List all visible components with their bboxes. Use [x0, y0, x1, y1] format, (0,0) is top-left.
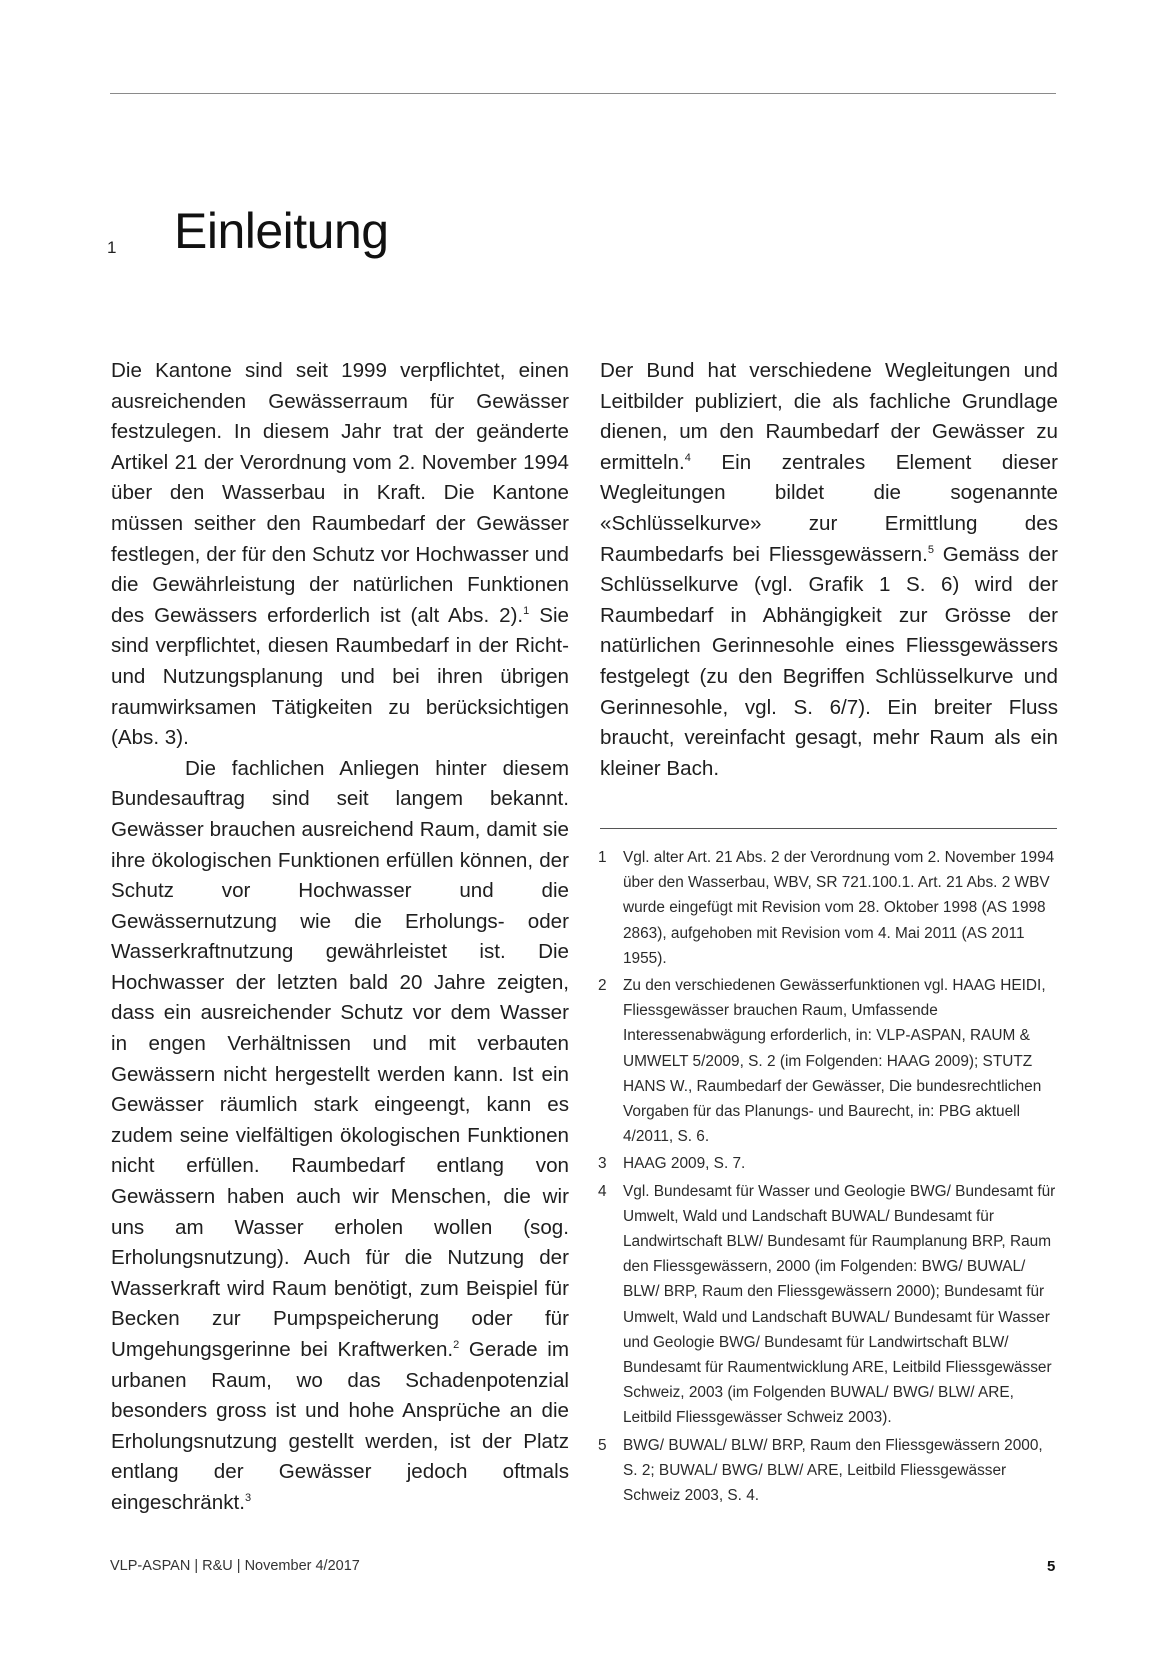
footnote-ref[interactable]: 2 — [453, 1339, 460, 1352]
body-column-left — [111, 356, 569, 1519]
footnote-text: Vgl. Bundesamt für Wasser und Geologie BWG/ Bundesamt für Umwelt, Wald und Landschaft BUWAL/ Bundesamt für Landwirtschaft BLW/ Bundesamt für Raumplanung BRP, Raum den Fliessgewässern, 2000 (im Folgenden: BWG/ BUWAL/ BLW/ BRP, Raum den Fliessgewässern 2000); Bundesamt für Umwelt, Wald und Landschaft BUWAL/ Bundesamt für Wasser und Geologie BWG/ Bundesamt für Landwirtschaft BLW/ Bundesamt für Raumentwicklung ARE, Leitbild Fliessgewässer Schweiz, 2003 (im Folgenden BUWAL/ BWG/ BLW/ ARE, Leitbild Fliessgewässer Schweiz 2003). — [623, 1182, 1056, 1427]
body-column-right — [600, 356, 1058, 784]
footnote-number: 5 — [598, 1436, 607, 1454]
footnote-item — [598, 973, 1060, 1149]
footnote-number: 1 — [598, 849, 607, 866]
footnote-item — [598, 1179, 1060, 1431]
footnote-item — [598, 1433, 1060, 1509]
chapter-title: Einleitung — [174, 203, 389, 259]
footnote-item — [598, 845, 1060, 971]
footnote-number: 2 — [598, 977, 607, 995]
chapter-number: 1 — [107, 238, 117, 257]
paragraph: Die Kantone sind seit 1999 verpflichtet, einen ausreichenden Gewässerraum für Gewässer festzulegen. In diesem Jahr trat der geänderte Artikel 21 der Verordnung vom 2. November 1994 über den Wasserbau in Kraft. Die Kantone müssen seither den Raumbedarf der Gewässer festlegen, der für den Schutz vor Hochwasser und die Gewährleistung der natürlichen Funktionen des Gewässers erforderlich ist (alt Abs. 2).$^1$ Sie sind verpflichtet, diesen Raumbedarf in der Richt- und Nutzungsplanung und bei ihren übrigen raumwirksamen Tätigkeiten zu berücksichtigen (Abs. 3). — [111, 359, 569, 750]
footnote-ref[interactable]: 3 — [244, 1492, 252, 1505]
footnote-item — [598, 1151, 1060, 1176]
page-number: 5 — [1047, 1558, 1056, 1575]
footnote-text: BWG/ BUWAL/ BLW/ BRP, Raum den Fliessgewässern 2000, S. 2; BUWAL/ BWG/ BLW/ ARE, Leitbild Fliessgewässer Schweiz 2003, S. 4. — [623, 1436, 1043, 1505]
footnote-text: HAAG 2009, S. 7. — [623, 1155, 746, 1173]
footnote-number: 4 — [598, 1182, 607, 1200]
footnote-ref[interactable]: 4 — [684, 451, 691, 464]
footnote-ref[interactable]: 1 — [523, 604, 530, 617]
paragraph: Die fachlichen Anliegen hinter diesem Bundesauftrag sind seit langem bekannt. Gewässer brauchen ausreichend Raum, damit sie ihre ökologischen Funktionen erfüllen können, der Schutz vor Hochwasser und die Gewässernutzung wie die Erholungs- oder Wasserkraftnutzung gewährleistet ist. Die Hochwasser der letzten bald 20 Jahre zeigten, dass ein ausreichender Schutz vor dem Wasser in engen Verhältnissen und mit verbauten Gewässern nicht hergestellt werden kann. Ist ein Gewässer räumlich stark eingeengt, kann es zudem seine vielfältigen ökologischen Funktionen nicht erfüllen. Raumbedarf entlang von Gewässern haben auch wir Menschen, die wir uns am Wasser erholen wollen (sog. Erholungsnutzung). Auch für die Nutzung der Wasserkraft wird Raum benötigt, zum Beispiel für Becken zur Pumpspeicherung oder für Umgehungsgerinne bei Kraftwerken.$^2$ Gerade im urbanen Raum, wo das Schadenpotenzial besonders gross ist und hohe Ansprüche an die Erholungsnutzung gestellt werden, ist der Platz entlang der Gewässer jedoch oftmals eingeschränkt.$^3$ — [111, 756, 569, 1514]
footer-publication: VLP-ASPAN | R&U | November 4/2017 — [110, 1558, 360, 1574]
footnote-ref[interactable]: 5 — [927, 543, 934, 556]
footnote-number: 3 — [598, 1155, 607, 1173]
header-rule — [110, 93, 1056, 94]
footnote-rule — [600, 828, 1057, 829]
paragraph: Der Bund hat verschiedene Wegleitungen und Leitbilder publiziert, die als fachliche Grundlage dienen, um den Raumbedarf der Gewässer zu ermitteln.$^4$ Ein zentrales Element dieser Wegleitungen bildet die sogenannte «Schlüsselkurve» zur Ermittlung des Raumbedarfs bei Fliessgewässern.$^5$ Gemäss der Schlüsselkurve (vgl. Grafik 1 S. 6) wird der Raumbedarf in Abhängigkeit zur Grösse der natürlichen Gerinnesohle eines Fliessgewässers festgelegt (zu den Begriffen Schlüsselkurve und Gerinnesohle, vgl. S. 6/7). Ein breiter Fluss braucht, vereinfacht gesagt, mehr Raum als ein kleiner Bach. — [600, 359, 1058, 780]
footnote-text: Vgl. alter Art. 21 Abs. 2 der Verordnung vom 2. November 1994 über den Wasserbau, WBV, SR 721.100.1. Art. 21 Abs. 2 WBV wurde eingefügt mit Revision vom 28. Oktober 1998 (AS 1998 2863), aufgehoben mit Revision vom 4. Mai 2011 (AS 2011 1955). — [623, 849, 1055, 967]
footnote-text: Zu den verschiedenen Gewässerfunktionen vgl. HAAG HEIDI, Fliessgewässer brauchen Raum, Umfassende Interessenabwägung erforderlich, in: VLP-ASPAN, RAUM & UMWELT 5/2009, S. 2 (im Folgenden: HAAG 2009); STUTZ HANS W., Raumbedarf der Gewässer, Die bundesrechtlichen Vorgaben für das Planungs- und Baurecht, in: PBG aktuell 4/2011, S. 6. — [623, 977, 1046, 1146]
footnotes — [598, 845, 1060, 1510]
